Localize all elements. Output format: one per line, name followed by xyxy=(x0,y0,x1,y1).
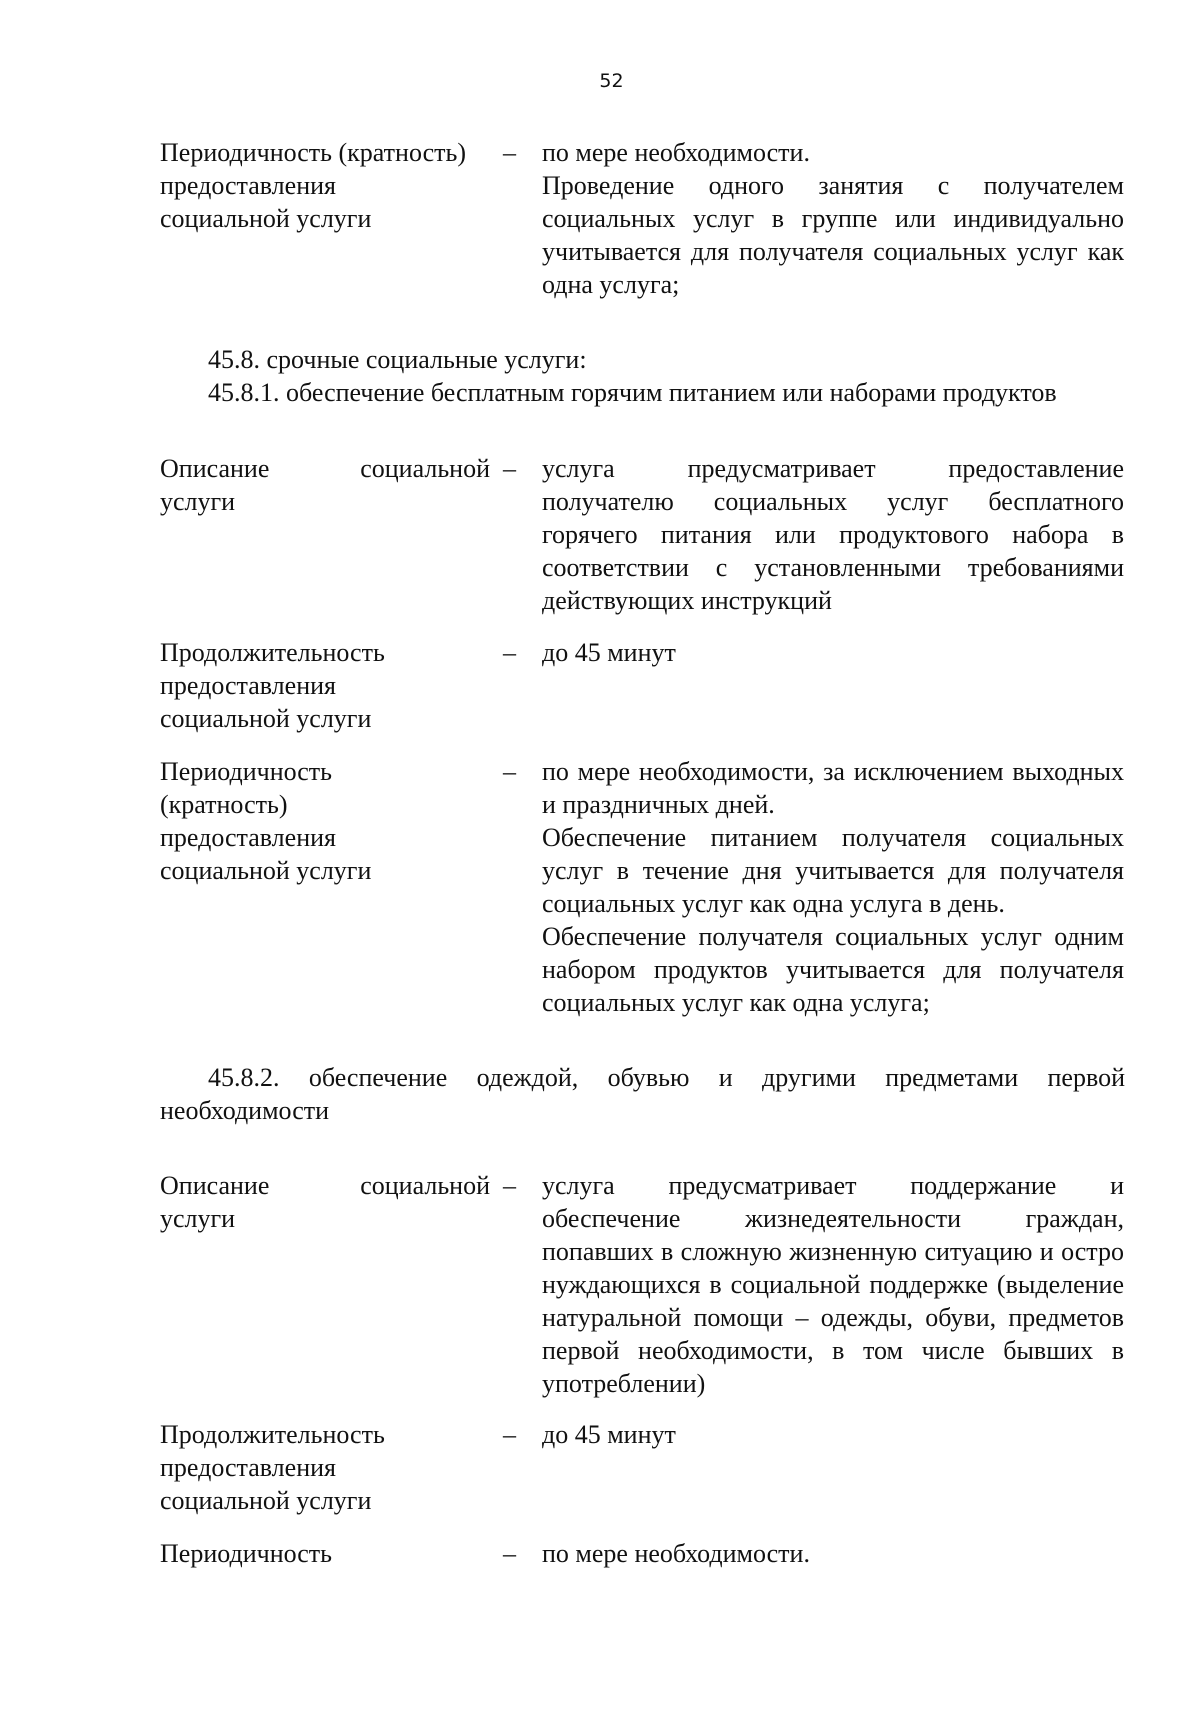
label-line: Продолжительность xyxy=(160,638,385,667)
row-label xyxy=(160,1537,490,1570)
row-label xyxy=(160,1418,490,1517)
row-value xyxy=(542,452,1124,617)
value-paragraph: Проведение одного занятия с получателем социальных услуг в группе или индивидуально учитывается для получателя социальных услуг как одна услуга; xyxy=(542,171,1124,299)
row-value xyxy=(542,636,1124,669)
dash-separator: – xyxy=(503,454,516,483)
dash-separator: – xyxy=(503,638,516,667)
label-line: предоставления xyxy=(160,671,336,700)
page-number: 52 xyxy=(599,70,624,92)
dash-separator: – xyxy=(503,138,516,167)
label-line: социальной услуги xyxy=(160,1486,372,1515)
row-value xyxy=(542,1418,1124,1451)
dash-separator: – xyxy=(503,1420,516,1449)
dash-separator: – xyxy=(503,1171,516,1200)
label-line: Периодичность (кратность) xyxy=(160,138,467,167)
row-value xyxy=(542,1537,1124,1570)
label-line: Продолжительность xyxy=(160,1420,385,1449)
row-value xyxy=(542,1169,1124,1400)
section-heading xyxy=(160,343,1125,409)
value-paragraph: до 45 минут xyxy=(542,1420,676,1449)
label-line: предоставления xyxy=(160,823,336,852)
value-paragraph: услуга предусматривает поддержание и обеспечение жизнедеятельности граждан, попавших в сложную жизненную ситуацию и остро нуждающихся в социальной поддержке (выделение натуральной помощи – одежды, обуви, предметов первой необходимости, в том числе бывших в употреблении) xyxy=(542,1171,1124,1398)
section-text: 45.8.2. обеспечение одеждой, обувью и другими предметами первой необходимости xyxy=(160,1063,1125,1125)
label-word: социальной xyxy=(360,1171,490,1200)
value-paragraph: по мере необходимости. xyxy=(542,138,810,167)
value-paragraph: до 45 минут xyxy=(542,638,676,667)
label-line: услуги xyxy=(160,487,236,516)
section-title: 45.8. срочные социальные услуги: xyxy=(208,345,587,374)
label-line: Периодичность xyxy=(160,757,333,786)
row-label xyxy=(160,136,490,235)
value-paragraph: по мере необходимости, за исключением выходных и праздничных дней. xyxy=(542,757,1124,819)
row-label xyxy=(160,452,490,518)
label-line: услуги xyxy=(160,1204,236,1233)
value-paragraph: по мере необходимости. xyxy=(542,1539,810,1568)
row-label xyxy=(160,1169,490,1235)
value-paragraph: Обеспечение питанием получателя социальных услуг в течение дня учитывается для получателя социальных услуг как одна услуга в день. xyxy=(542,823,1124,918)
row-value xyxy=(542,136,1124,301)
section-subtitle: 45.8.1. обеспечение бесплатным горячим питанием или наборами продуктов xyxy=(208,378,1057,407)
label-word: Описание xyxy=(160,1171,270,1200)
dash-separator: – xyxy=(503,757,516,786)
label-word: Описание xyxy=(160,454,270,483)
label-line: социальной услуги xyxy=(160,856,372,885)
label-word: социальной xyxy=(360,454,490,483)
label-line: Периодичность xyxy=(160,1539,333,1568)
label-first-line xyxy=(160,452,490,485)
row-label xyxy=(160,636,490,735)
label-line: социальной услуги xyxy=(160,204,372,233)
row-value xyxy=(542,755,1124,1019)
value-paragraph: услуга предусматривает предоставление получателю социальных услуг бесплатного горячего питания или продуктового набора в соответствии с установленными требованиями действующих инструкций xyxy=(542,454,1124,615)
label-line: социальной услуги xyxy=(160,704,372,733)
row-label xyxy=(160,755,490,887)
label-first-line xyxy=(160,1169,490,1202)
dash-separator: – xyxy=(503,1539,516,1568)
value-paragraph: Обеспечение получателя социальных услуг одним набором продуктов учитывается для получателя социальных услуг как одна услуга; xyxy=(542,922,1124,1017)
label-line: предоставления xyxy=(160,171,336,200)
section-heading xyxy=(160,1061,1125,1127)
label-line: (кратность) xyxy=(160,790,288,819)
label-line: предоставления xyxy=(160,1453,336,1482)
